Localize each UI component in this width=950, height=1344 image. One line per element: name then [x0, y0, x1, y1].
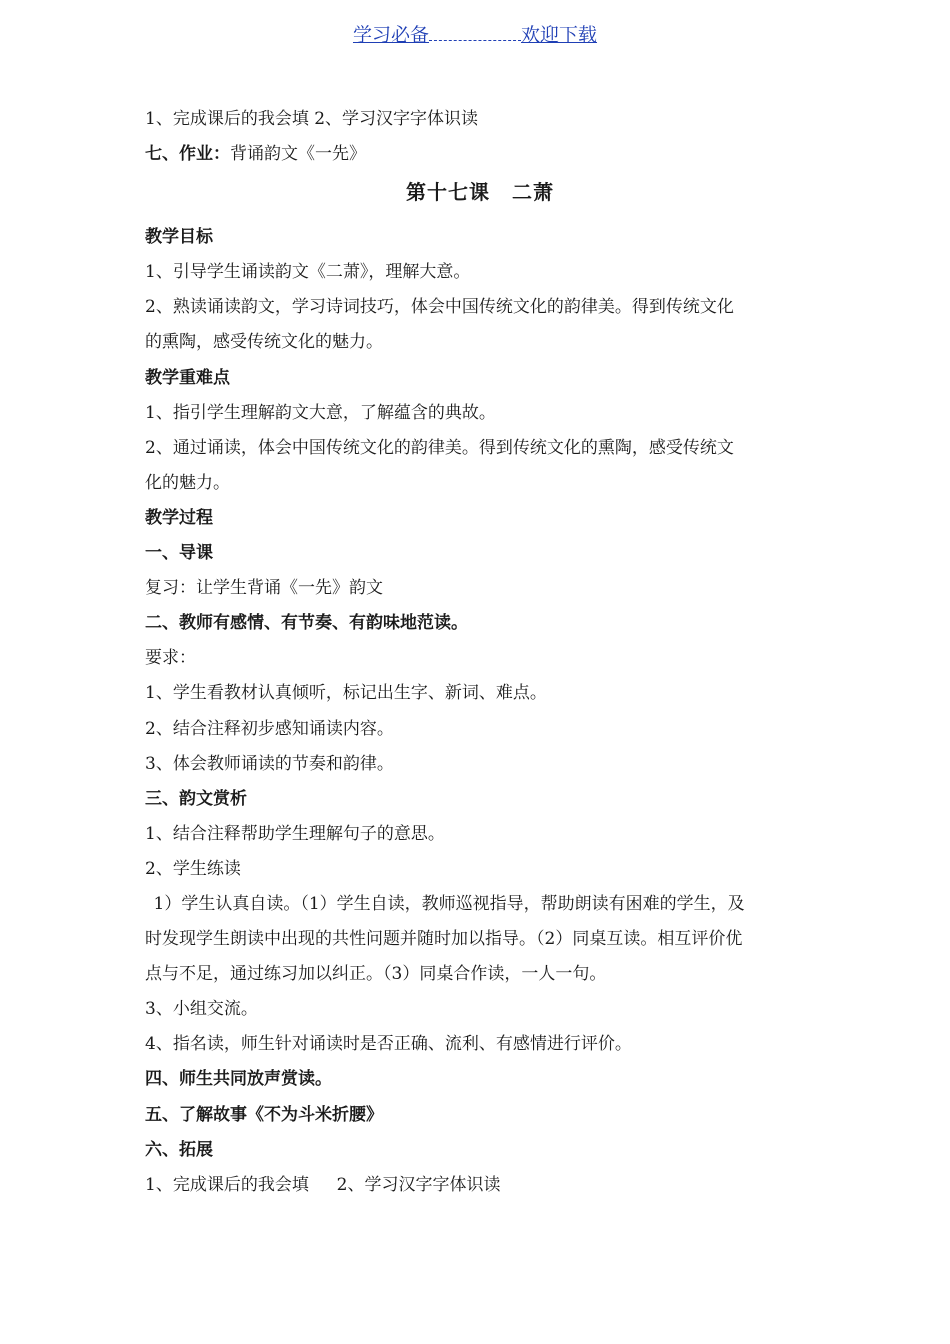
- section-3-item-2: 2、学生练读: [145, 858, 241, 879]
- section-6-heading: 六、拓展: [145, 1139, 213, 1160]
- section-2-item-1: 1、学生看教材认真倾听，标记出生字、新词、难点。: [145, 683, 547, 704]
- goal-item-2-line-2: 的熏陶，感受传统文化的魅力。: [145, 332, 383, 353]
- section-3-item-1: 1、结合注释帮助学生理解句子的意思。: [145, 823, 445, 844]
- prev-lesson-extension-line: 1、完成课后的我会填 2、学习汉字字体识读: [145, 109, 479, 129]
- lesson-title: [145, 172, 815, 220]
- homework-text: 背诵韵文《一先》: [230, 144, 366, 165]
- section-3-item-2-detail-line-1: 1）学生认真自读。（1）学生自读，教师巡视指导，帮助朗读有困难的学生，及: [153, 893, 745, 914]
- section-3-heading: 三、韵文赏析: [145, 788, 247, 809]
- lesson-number: 第十七课: [406, 180, 490, 205]
- goal-item-2-line-1: 2、熟读诵读韵文，学习诗词技巧，体会中国传统文化的韵律美。得到传统文化: [145, 297, 734, 318]
- homework-label: 七、作业：: [145, 144, 230, 165]
- prev-lesson-homework-line: [145, 137, 815, 172]
- process-heading: 教学过程: [145, 507, 213, 528]
- section-3-item-2-detail-line-2: 时发现学生朗读中出现的共性问题并随时加以指导。（2）同桌互读。相互评价优: [145, 929, 743, 950]
- section-1-text: 复习：让学生背诵《一先》韵文: [145, 578, 383, 599]
- header-gap-line: [429, 23, 521, 41]
- section-2-heading: 二、教师有感情、有节奏、有韵味地范读。: [145, 613, 468, 634]
- section-6-text: 1、完成课后的我会填 2、学习汉字字体识读: [145, 1174, 501, 1195]
- page-header: [0, 20, 950, 47]
- header-right-text: 欢迎下载: [521, 24, 598, 46]
- section-5-heading: 五、了解故事《不为斗米折腰》: [145, 1104, 383, 1125]
- section-1-heading: 一、导课: [145, 543, 213, 564]
- goals-heading: 教学目标: [145, 227, 213, 248]
- lesson-name: 二萧: [512, 180, 554, 205]
- goal-item-1: 1、引导学生诵读韵文《二萧》，理解大意。: [145, 262, 471, 283]
- difficulty-item-2-line-2: 化的魅力。: [145, 472, 230, 493]
- header-left-text: 学习必备: [352, 24, 429, 46]
- section-3-item-4: 4、指名读，师生针对诵读时是否正确、流利、有感情进行评价。: [145, 1034, 632, 1055]
- difficulty-item-1: 1、指引学生理解韵文大意，了解蕴含的典故。: [145, 402, 496, 423]
- difficulty-item-2-line-1: 2、通过诵读，体会中国传统文化的韵律美。得到传统文化的熏陶，感受传统文: [145, 437, 734, 458]
- section-3-item-2-detail-line-3: 点与不足，通过练习加以纠正。（3）同桌合作读，一人一句。: [145, 964, 607, 985]
- section-4-heading: 四、师生共同放声赏读。: [145, 1069, 332, 1090]
- section-2-item-2: 2、结合注释初步感知诵读内容。: [145, 718, 394, 739]
- section-3-item-3: 3、小组交流。: [145, 999, 258, 1020]
- section-2-requirement-label: 要求：: [145, 648, 196, 669]
- document-body: [145, 102, 815, 1203]
- difficulties-heading: 教学重难点: [145, 367, 230, 388]
- section-2-item-3: 3、体会教师诵读的节奏和韵律。: [145, 753, 394, 774]
